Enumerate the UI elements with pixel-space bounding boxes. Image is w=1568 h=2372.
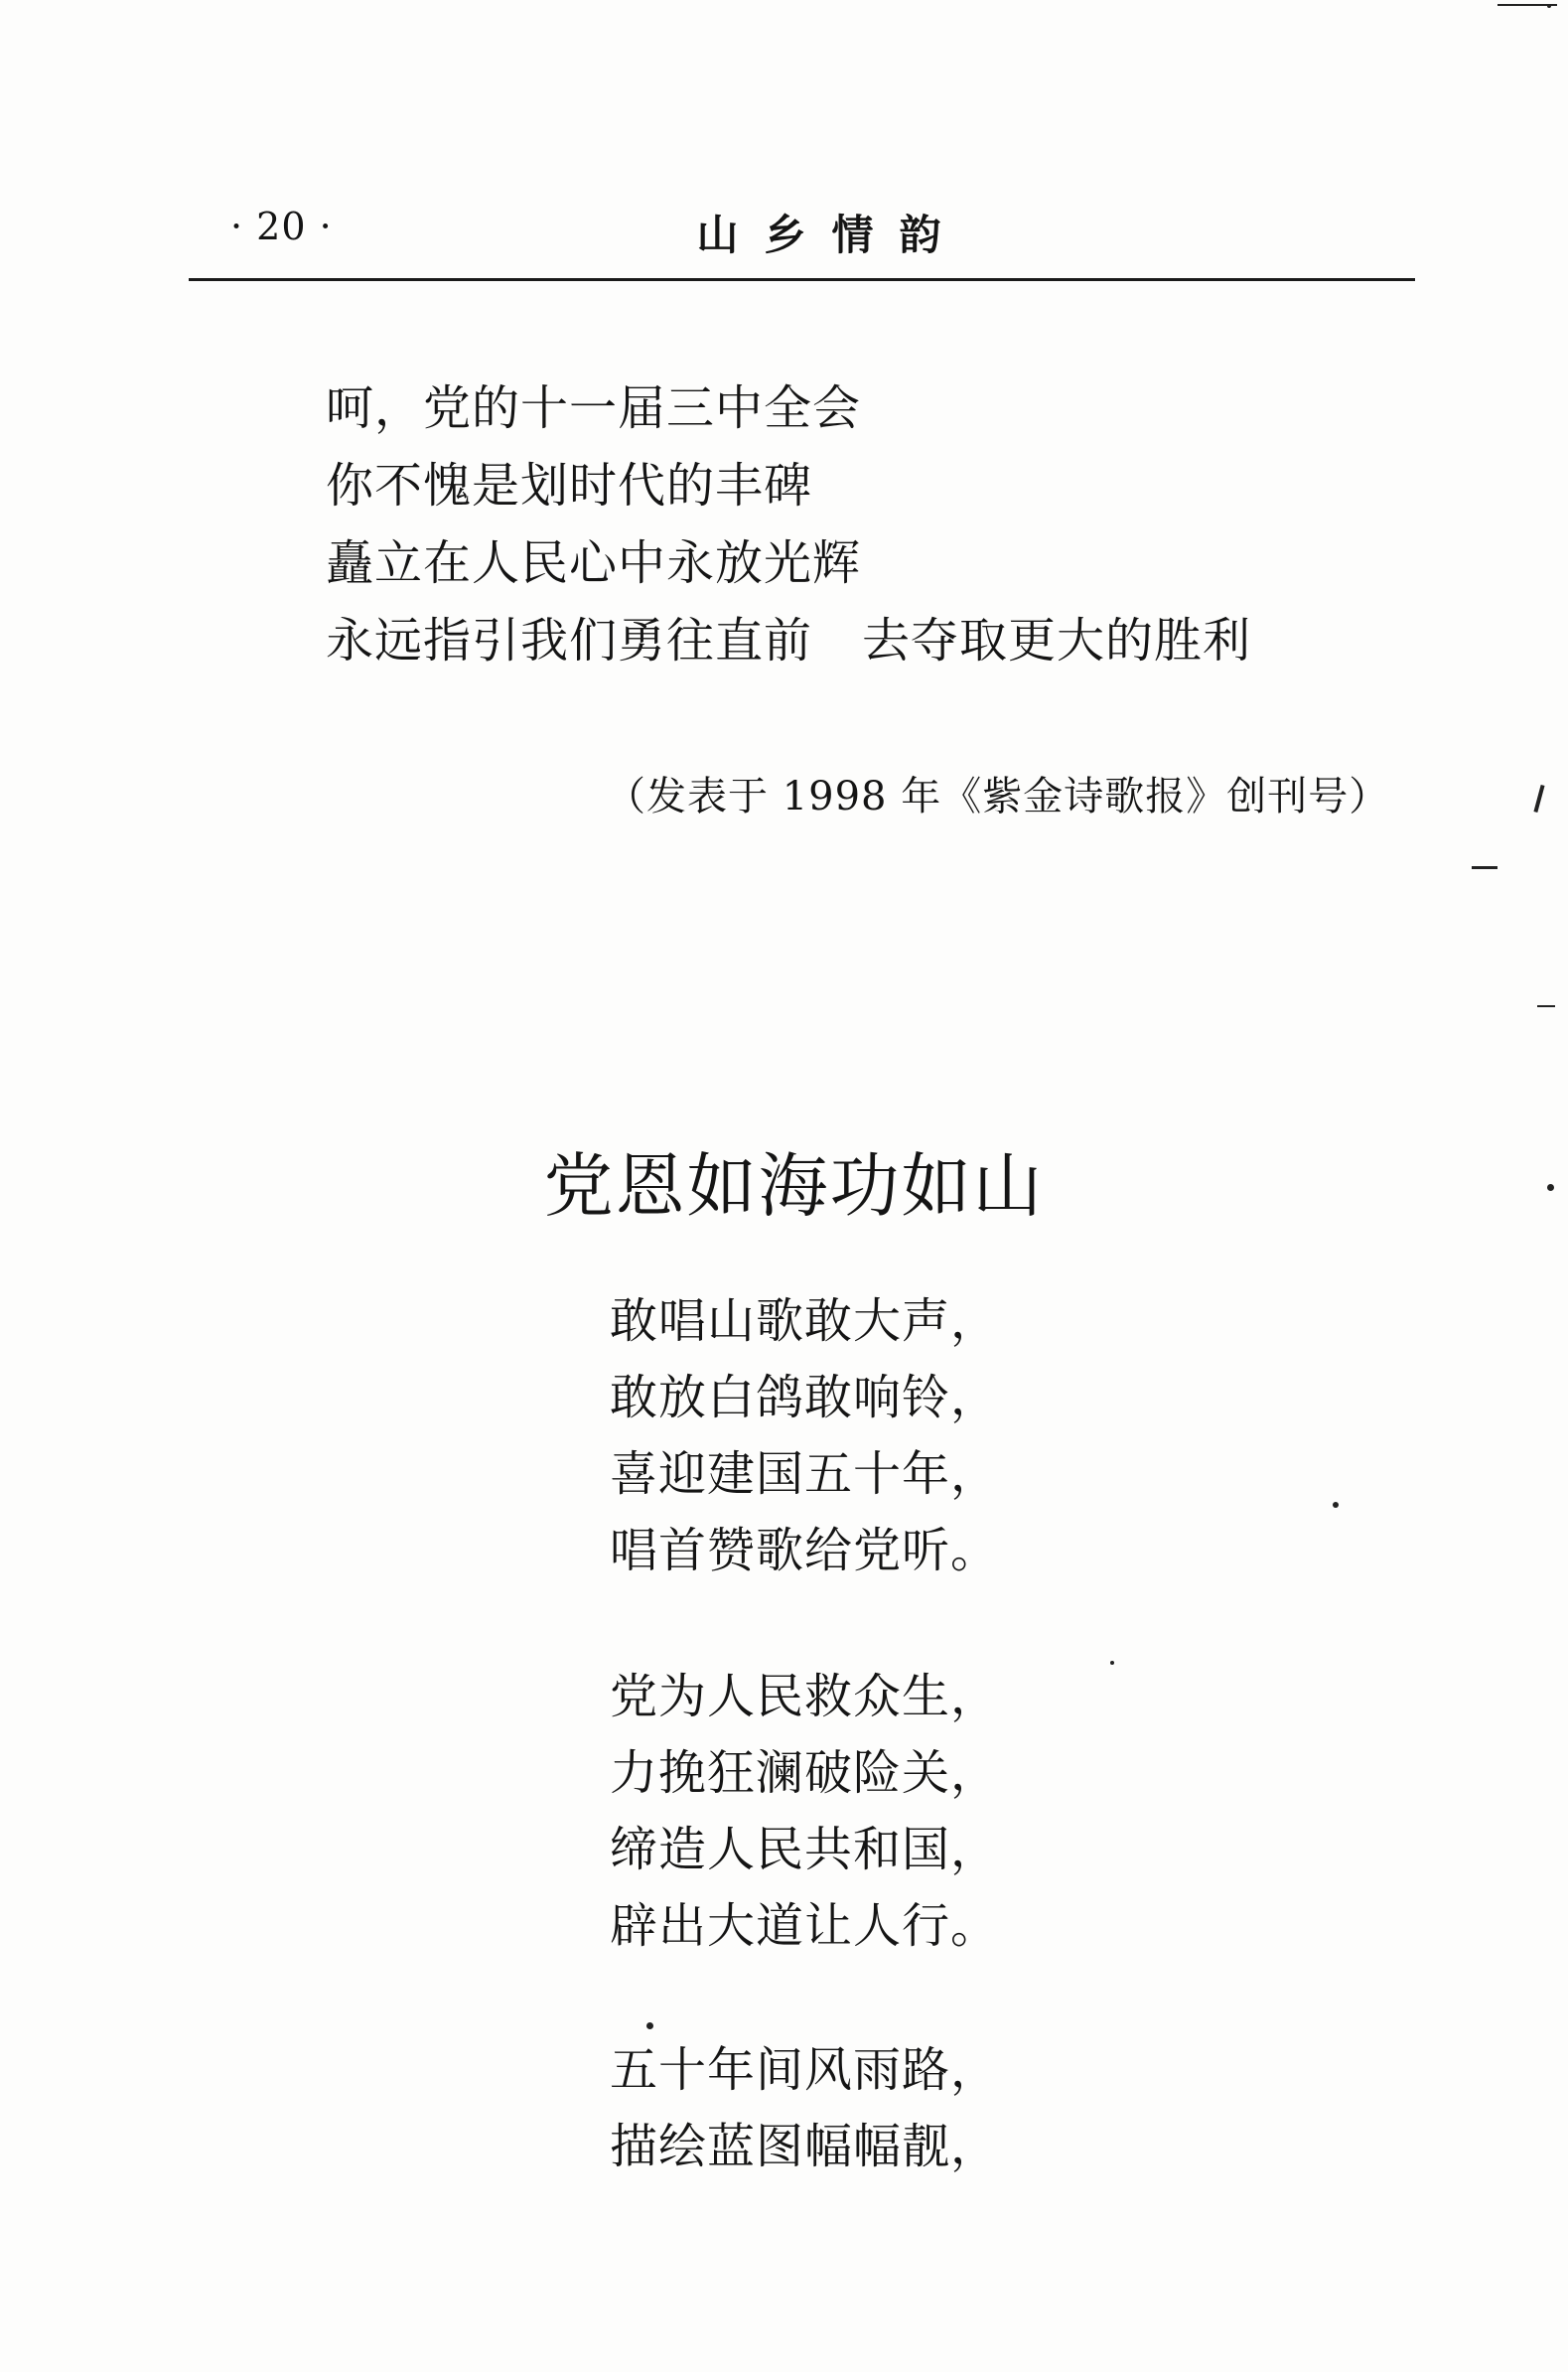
poem-line-part: 永远指引我们勇往直前 [326, 613, 813, 668]
poem-line [326, 602, 1418, 679]
poem-line: 缔造人民共和国， [610, 1822, 1000, 1877]
poem-line: 敢唱山歌敢大声， [610, 1293, 1000, 1349]
poem-line: 矗立在人民心中永放光辉 [326, 535, 862, 591]
running-head [189, 199, 1415, 270]
scan-edge-mark [1533, 785, 1544, 813]
poem-title: 党恩如海功如山 [543, 1145, 1045, 1227]
previous-poem-stanza [326, 370, 1418, 679]
publication-note: （发表于 1998 年《紫金诗歌报》创刊号） [606, 774, 1390, 819]
scan-speck [646, 2022, 653, 2029]
poem-line: 党为人民救众生， [610, 1669, 1000, 1724]
poem-line: 唱首赞歌给党听。 [610, 1523, 1000, 1578]
poem-line: 你不愧是划时代的丰碑 [326, 458, 813, 514]
poem-line: 喜迎建国五十年， [610, 1446, 1000, 1502]
scan-speck [1333, 1502, 1339, 1508]
poem-stanza [610, 1283, 1206, 1589]
scan-speck [1110, 1661, 1114, 1665]
poem-line-part: 去夺取更大的胜利 [862, 613, 1252, 668]
scan-edge-mark [1472, 866, 1497, 869]
poem-line: 五十年间风雨路， [610, 2042, 1000, 2098]
scan-edge-mark [1537, 1005, 1555, 1007]
poem-line: 描绘蓝图幅幅靓， [610, 2119, 1000, 2174]
page-number: · 20 · [230, 205, 333, 248]
poem-stanza [610, 2032, 1206, 2185]
poem-line: 力挽狂澜破险关， [610, 1745, 1000, 1801]
book-title: 山乡情韵 [696, 211, 967, 259]
poem-line: 敢放白鸽敢响铃， [610, 1370, 1000, 1425]
poem-line: 辟出大道让人行。 [610, 1898, 1000, 1954]
poem-line: 呵，党的十一届三中全会 [326, 380, 862, 436]
poem-stanza [610, 1659, 1206, 1965]
scan-speck [1547, 1184, 1554, 1191]
header-rule [189, 278, 1415, 281]
scan-edge-mark [1497, 4, 1557, 6]
